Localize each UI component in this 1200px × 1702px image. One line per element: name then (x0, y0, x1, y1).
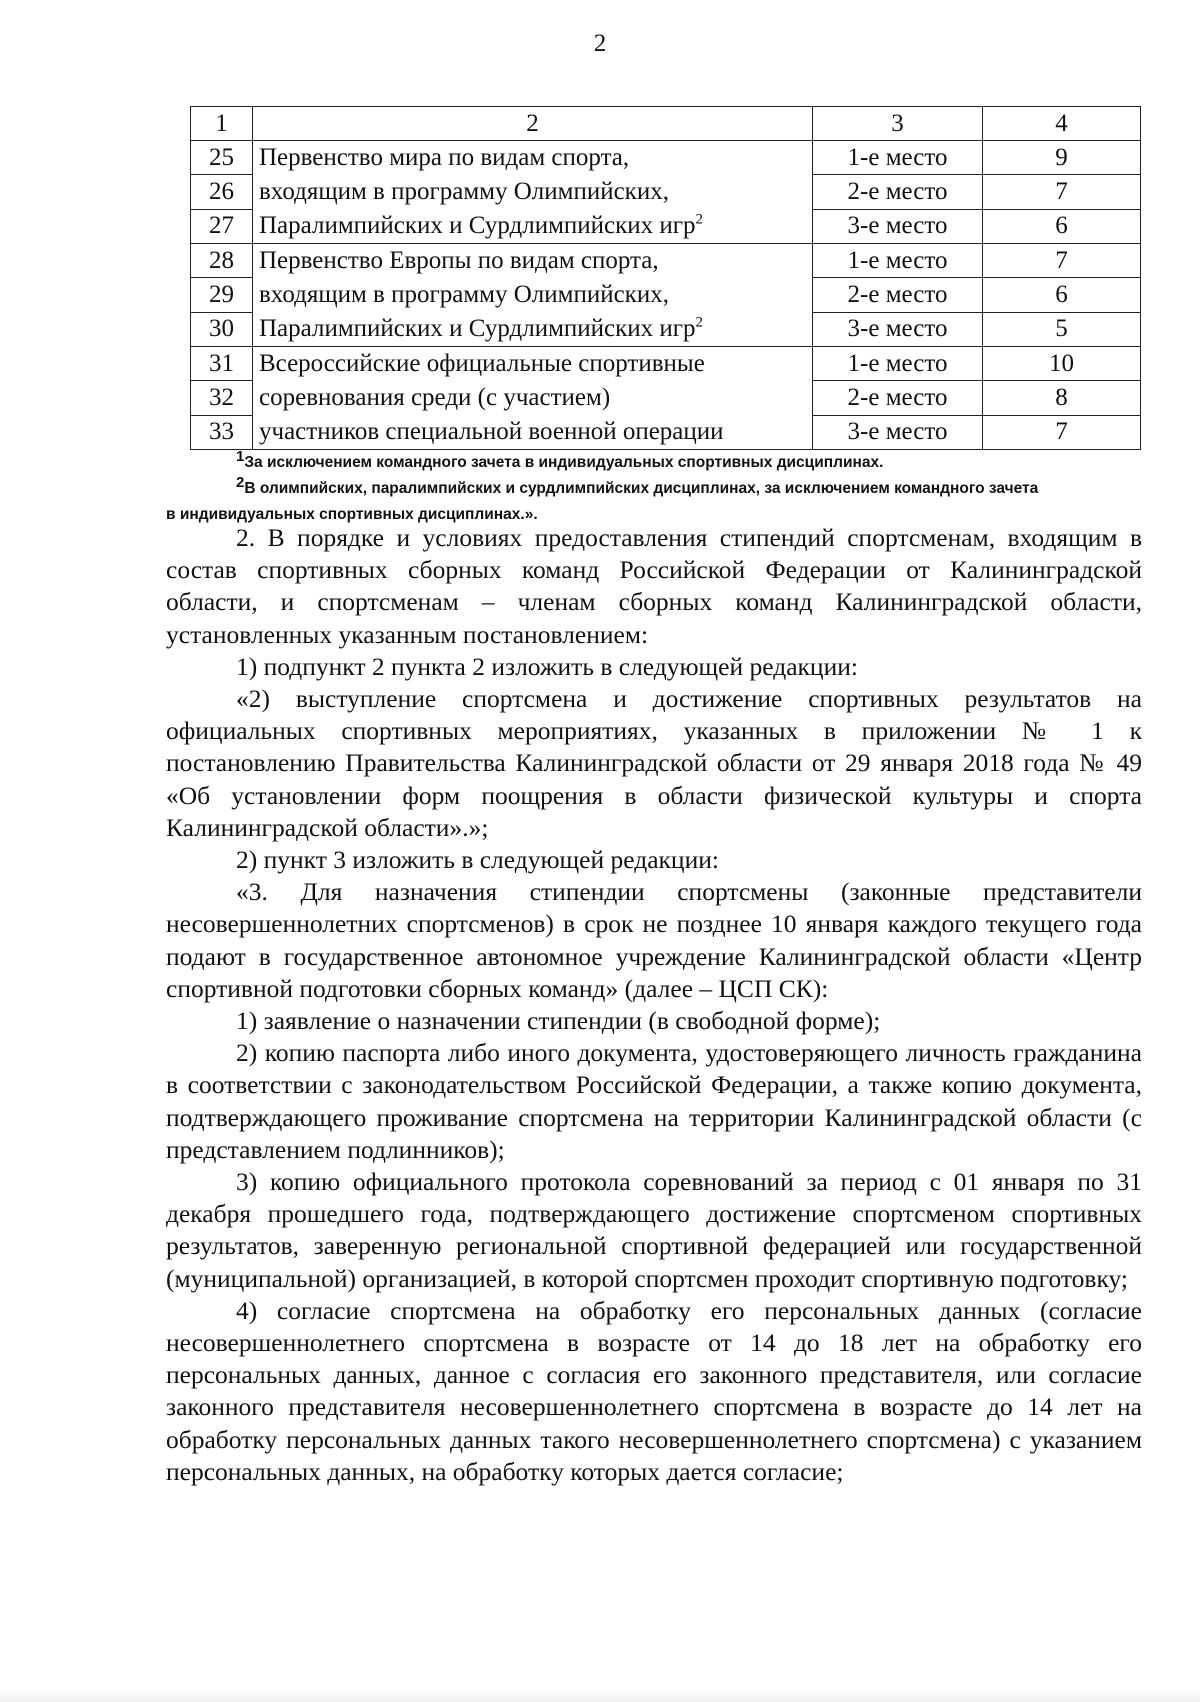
paragraph: 2. В порядке и условиях предоставления стипендий спортсменам, входящим в состав спортивных сборных команд Российской Федерации от Калининградской области, и спортсменам – членам сборных команд Калининградской области, установленных указанным постановлением: (166, 523, 1142, 649)
points-cell: 8 (983, 381, 1141, 415)
footnotes (166, 447, 1142, 528)
event-line: Первенство мира по видам спорта, (259, 144, 630, 171)
footnote-ref: 2 (695, 211, 704, 228)
footnote-1 (166, 447, 1142, 476)
table-header-row (191, 107, 1141, 141)
points-cell: 7 (983, 244, 1141, 278)
points-cell: 7 (983, 175, 1141, 209)
points-cell: 7 (983, 415, 1141, 449)
footnote-2 (166, 473, 1142, 502)
row-number: 30 (191, 312, 253, 346)
row-number: 27 (191, 209, 253, 243)
event-line: Первенство Европы по видам спорта, (259, 247, 659, 274)
row-number: 25 (191, 141, 253, 175)
results-table (190, 106, 1141, 450)
footnote-mark: 2 (236, 473, 245, 491)
document-body (166, 522, 1142, 1488)
paragraph: «3. Для назначения стипендии спортсмены (законные представители несовершеннолетних спортсменов) в срок не позднее 10 января каждого текущего года подают в государственное автономное учреждение Калининградской области «Центр спортивной подготовки сборных команд» (далее – ЦСП СК): (166, 877, 1142, 1003)
table-row (191, 347, 1141, 381)
event-line (259, 209, 806, 243)
table-row (191, 141, 1141, 175)
paragraph: 4) согласие спортсмена на обработку его персональных данных (согласие несовершеннолетнего спортсмена в возрасте от 14 до 18 лет на обработку его персональных данных, данное с согласия его законного представителя, или согласие законного представителя несовершеннолетнего спортсмена в возрасте до 14 лет на обработку персональных данных такого несовершеннолетнего спортсмена) с указанием персональных данных, на обработку которых дается согласие; (166, 1295, 1142, 1486)
row-number: 28 (191, 244, 253, 278)
place-cell: 3-е место (813, 415, 983, 449)
points-cell: 9 (983, 141, 1141, 175)
footnote-2-continuation: в индивидуальных спортивных дисциплинах.». (166, 506, 538, 523)
event-line: соревнования среди (с участием) (259, 384, 611, 411)
place-cell: 1-е место (813, 141, 983, 175)
paragraph: 1) заявление о назначении стипендии (в свободной форме); (236, 1006, 881, 1036)
place-cell: 3-е место (813, 312, 983, 346)
points-cell: 6 (983, 278, 1141, 312)
paragraph: 2) пункт 3 изложить в следующей редакции: (236, 845, 719, 875)
footnote-text: В олимпийских, паралимпийских и сурдлимпийских дисциплинах, за исключением командного зачета (244, 480, 1039, 497)
table-header-cell: 2 (253, 107, 813, 141)
event-name (253, 141, 813, 244)
row-number: 33 (191, 415, 253, 449)
event-line: участников специальной военной операции (259, 418, 724, 445)
row-number: 32 (191, 381, 253, 415)
footnote-text: За исключением командного зачета в индивидуальных спортивных дисциплинах. (244, 454, 884, 471)
paragraph: 1) подпункт 2 пункта 2 изложить в следующей редакции: (236, 651, 858, 681)
event-line-text: Паралимпийских и Сурдлимпийских игр (259, 212, 696, 239)
place-cell: 2-е место (813, 278, 983, 312)
paragraph: 3) копию официального протокола соревнований за период с 01 января по 31 декабря прошедшего года, подтверждающего достижение спортсменом спортивных результатов, заверенную региональной спортивной федерацией или государственной (муниципальной) организацией, в которой спортсмен проходит спортивную подготовку; (166, 1167, 1142, 1293)
points-cell: 5 (983, 312, 1141, 346)
place-cell: 1-е место (813, 347, 983, 381)
page-number: 2 (593, 30, 607, 57)
event-line: входящим в программу Олимпийских, (259, 178, 669, 205)
paragraph: «2) выступление спортсмена и достижение спортивных результатов на официальных спортивных мероприятиях, указанных в приложении № 1 к постановлению Правительства Калининградской области от 29 января 2018 года № 49 «Об установлении форм поощрения в области физической культуры и спорта Калининградской области».»; (166, 684, 1142, 842)
points-cell: 10 (983, 347, 1141, 381)
event-line: входящим в программу Олимпийских, (259, 281, 669, 308)
row-number: 26 (191, 175, 253, 209)
row-number: 31 (191, 347, 253, 381)
row-number: 29 (191, 278, 253, 312)
footnote-mark: 1 (236, 447, 245, 465)
place-cell: 3-е место (813, 209, 983, 243)
event-line (259, 312, 806, 346)
table-header-cell: 4 (983, 107, 1141, 141)
event-line: Всероссийские официальные спортивные (259, 350, 705, 377)
event-name (253, 347, 813, 450)
place-cell: 1-е место (813, 244, 983, 278)
scan-edge (0, 1690, 1200, 1702)
place-cell: 2-е место (813, 175, 983, 209)
event-line-text: Паралимпийских и Сурдлимпийских игр (259, 315, 696, 342)
place-cell: 2-е место (813, 381, 983, 415)
table-header-cell: 1 (191, 107, 253, 141)
points-cell: 6 (983, 209, 1141, 243)
table-header-cell: 3 (813, 107, 983, 141)
table-row (191, 244, 1141, 278)
footnote-ref: 2 (695, 314, 704, 331)
paragraph: 2) копию паспорта либо иного документа, удостоверяющего личность гражданина в соответствии с законодательством Российской Федерации, а также копию документа, подтверждающего проживание спортсмена на территории Калининградской области (с представлением подлинников); (166, 1038, 1142, 1164)
event-name (253, 244, 813, 347)
